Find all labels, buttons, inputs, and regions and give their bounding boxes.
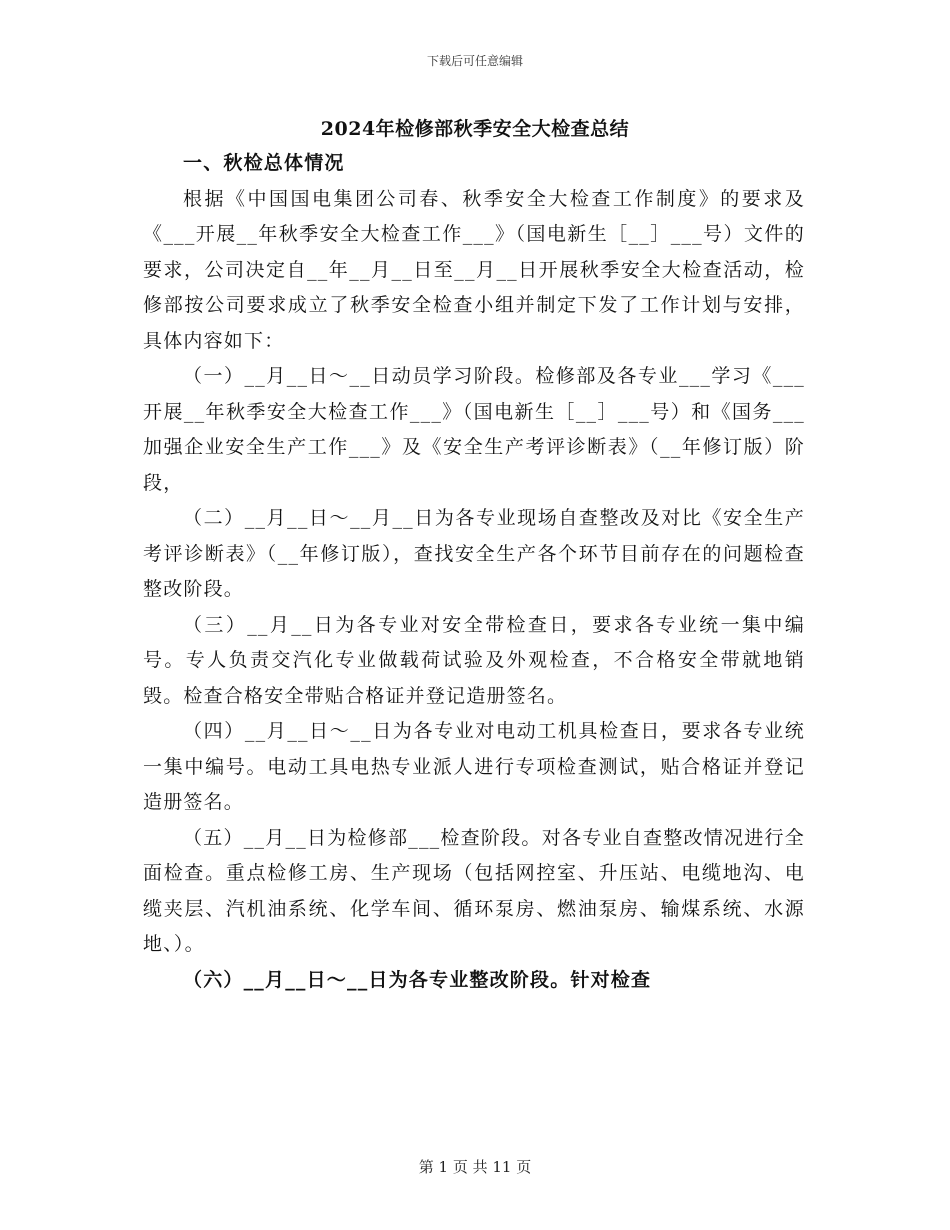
- paragraph-item-4: （四）__月__日～__日为各专业对电动工机具检查日，要求各专业统一集中编号。电动工具电热专业派人进行专项检查测试，贴合格证并登记造册签名。: [143, 720, 805, 813]
- paragraph-item-3: （三）__月__日为各专业对安全带检查日，要求各专业统一集中编号。专人负责交汽化专业做载荷试验及外观检查，不合格安全带就地销毁。检查合格安全带贴合格证并登记造册签名。: [143, 613, 805, 707]
- page-footer-number: 第 1 页 共 11 页: [418, 1158, 532, 1176]
- document-title: 2024年检修部秋季安全大检查总结: [320, 118, 630, 140]
- document-body: [143, 146, 805, 998]
- page-header-note: 下载后可任意编辑: [426, 54, 523, 68]
- section-heading: 一、秋检总体情况: [183, 152, 345, 174]
- paragraph-item-1: （一）__月__日～__日动员学习阶段。检修部及各专业___学习《___开展__年秋季安全大检查工作___》（国电新生［__］___号）和《国务___加强企业安全生产工作___》及《安全生产考评诊断表》（__年修订版）阶段，: [143, 365, 805, 494]
- paragraph-item-6: （六）__月__日～__日为各专业整改阶段。针对检查: [183, 968, 652, 991]
- paragraph-item-5: （五）__月__日为检修部___检查阶段。对各专业自查整改情况进行全面检查。重点检修工房、生产现场（包括网控室、升压站、电缆地沟、电缆夹层、汽机油系统、化学车间、循环泵房、燃油泵房、输煤系统、水源地、）。: [143, 826, 805, 955]
- paragraph-intro: 根据《中国国电集团公司春、秋季安全大检查工作制度》的要求及《___开展__年秋季安全大检查工作___》（国电新生［__］___号）文件的要求，公司决定自__年__月__日至__月__日开展秋季安全大检查活动，检修部按公司要求成立了秋季安全检查小组并制定下发了工作计划与安排，具体内容如下：: [143, 187, 805, 352]
- paragraph-item-2: （二）__月__日～__月__日为各专业现场自查整改及对比《安全生产考评诊断表》（__年修订版），查找安全生产各个环节目前存在的问题检查整改阶段。: [143, 507, 805, 600]
